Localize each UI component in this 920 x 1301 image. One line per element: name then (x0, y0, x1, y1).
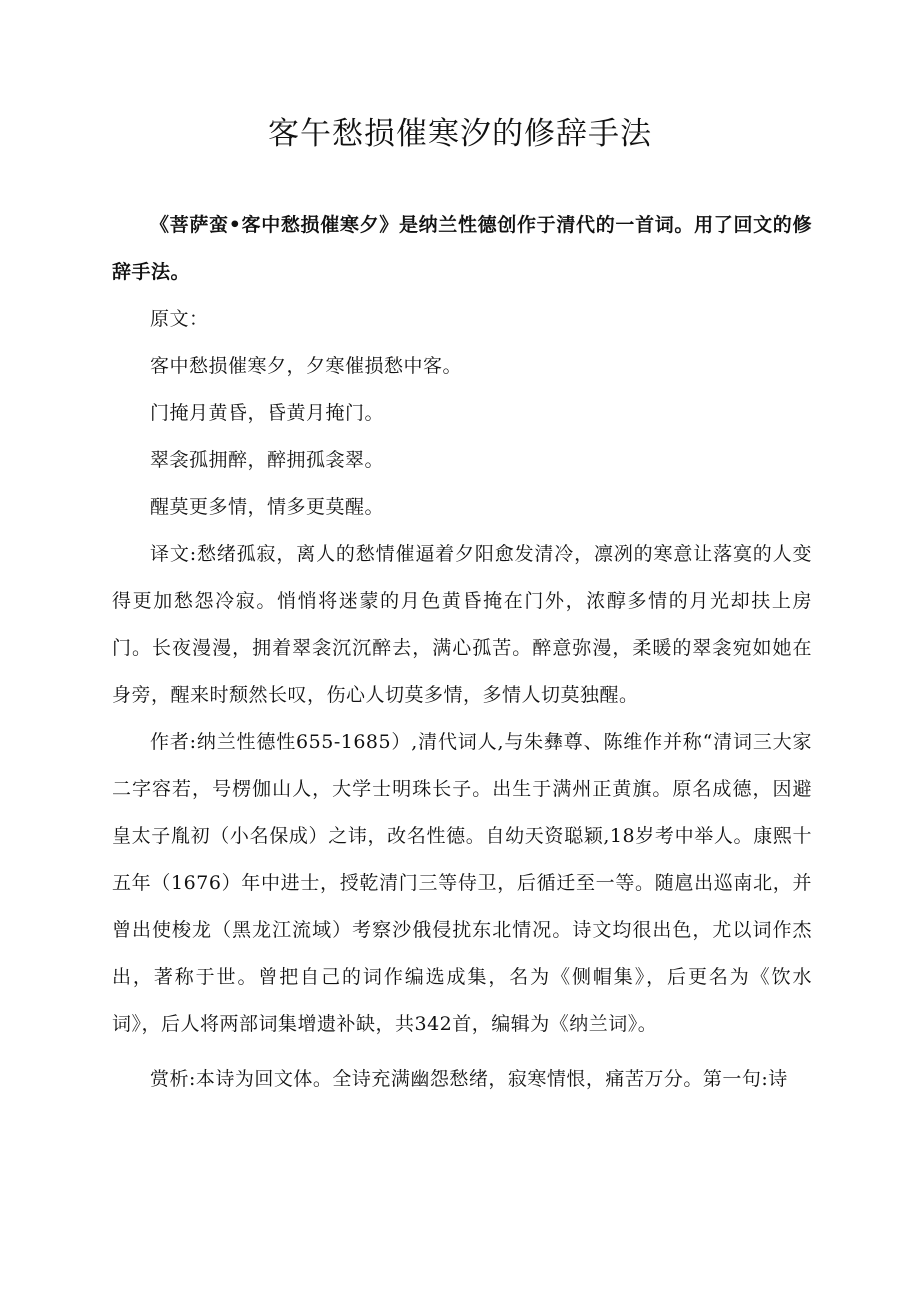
poem-line: 醒莫更多情，情多更莫醒。 (150, 496, 385, 518)
poem-line: 客中愁损催寒夕，夕寒催损愁中客。 (150, 355, 463, 377)
poem-line: 门掩月黄昏，昏黄月掩门。 (150, 402, 385, 424)
translation-paragraph: 译文:愁绪孤寂，离人的愁情催逼着夕阳愈发清冷，凛冽的寒意让落寞的人变得更加愁怨冷寂。悄悄将迷蒙的月色黄昏掩在门外，浓醇多情的月光却扶上房门。长夜漫漫，拥着翠衾沉沉醉去，满心孤苦。醉意弥漫，柔暖的翠衾宛如她在身旁，醒来时颓然长叹，伤心人切莫多情，多情人切莫独醒。 (112, 543, 812, 706)
poem-line: 翠衾孤拥醉，醉拥孤衾翠。 (150, 449, 385, 471)
appreciation-paragraph: 赏析:本诗为回文体。全诗充满幽怨愁绪，寂寒情恨，痛苦万分。第一句:诗 (150, 1068, 788, 1090)
document-body (112, 202, 812, 1103)
original-label: 原文： (150, 308, 209, 330)
page-title: 客午愁损催寒汐的修辞手法 (268, 116, 652, 152)
intro-paragraph: 《菩萨蛮•客中愁损催寒夕》是纳兰性德创作于清代的一首词。用了回文的修辞手法。 (112, 214, 812, 283)
author-paragraph: 作者:纳兰性德性655-1685）,清代词人,与朱彝尊、陈维作并称“清词三大家二字容若，号楞伽山人，大学士明珠长子。出生于满州正黄旗。原名成德，因避皇太子胤初（小名保成）之讳，改名性德。自幼天资聪颖,18岁考中举人。康熙十五年（1676）年中进士，授乾清门三等侍卫，后循迁至一等。随扈出巡南北，并曾出使梭龙（黑龙江流域）考察沙俄侵扰东北情况。诗文均很出色，尤以词作杰出，著称于世。曾把自己的词作编选成集，名为《侧帽集》，后更名为《饮水词》，后人将两部词集增遗补缺，共342首，编辑为《纳兰词》。 (112, 731, 812, 1035)
